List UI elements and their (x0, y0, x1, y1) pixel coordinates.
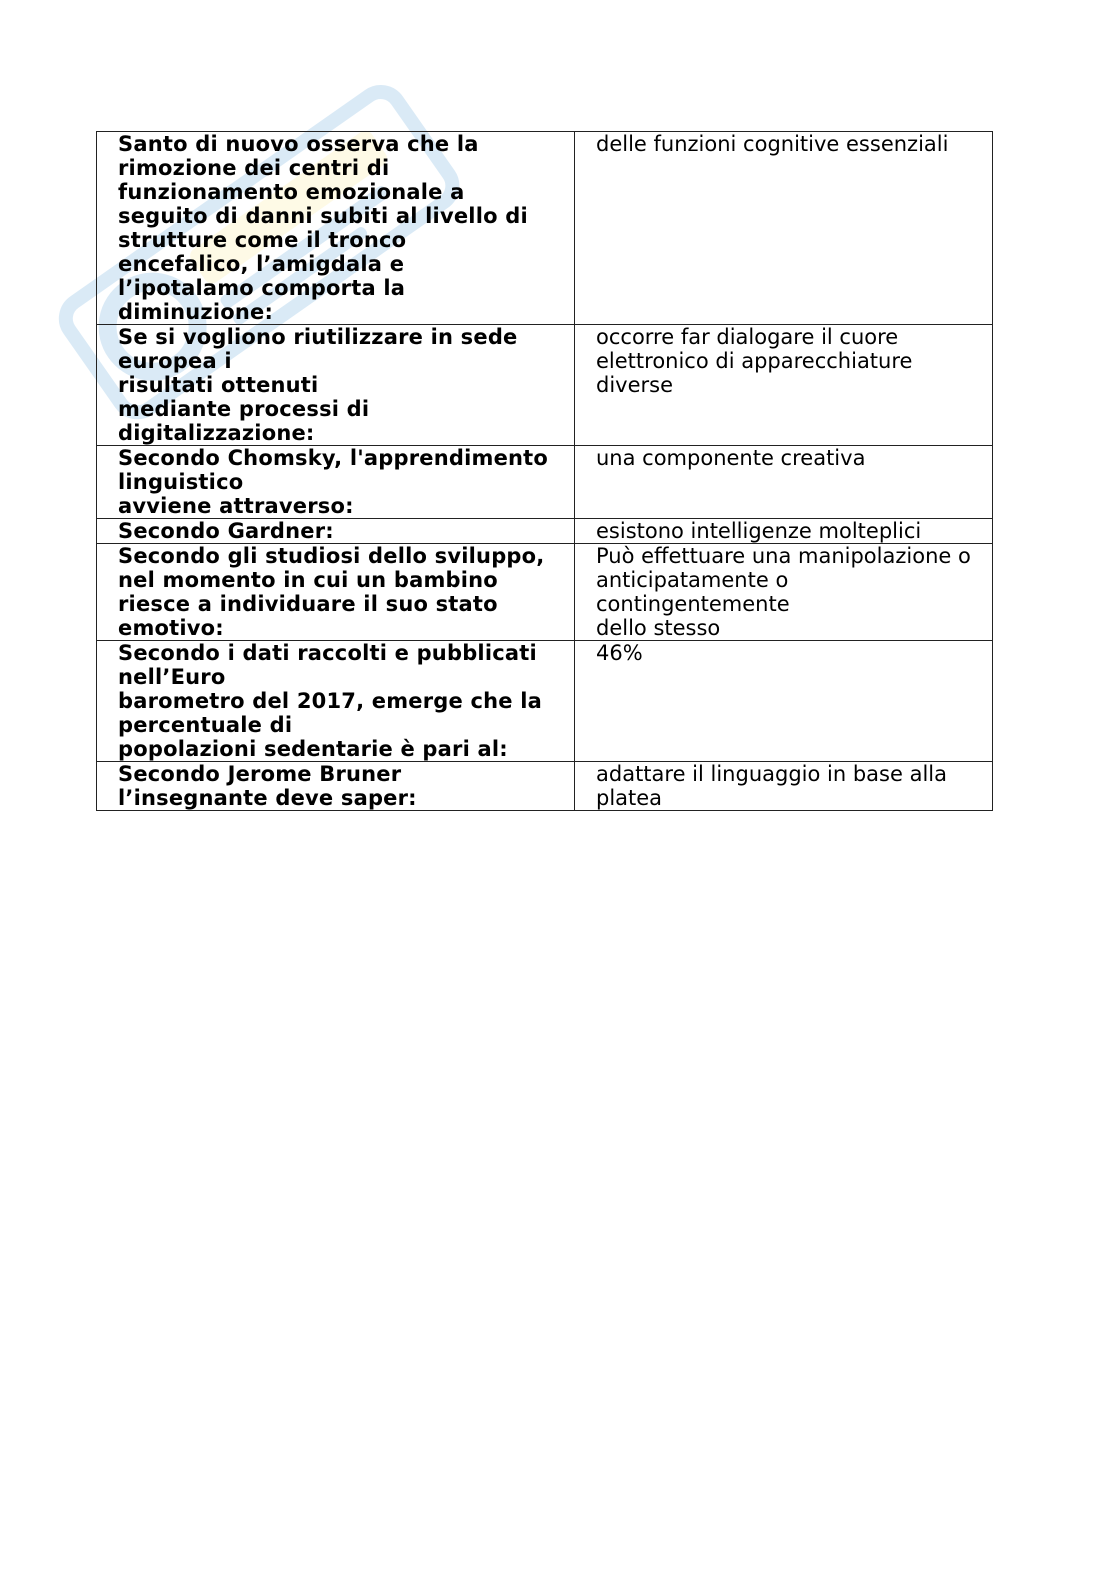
table-row (97, 132, 993, 325)
answer-cell: 46% (575, 641, 993, 762)
question-cell: Secondo Chomsky, l'apprendimento linguistico avviene attraverso: (97, 446, 575, 519)
answer-cell: adattare il linguaggio in base alla platea (575, 762, 993, 811)
table-row (97, 544, 993, 641)
answer-cell: esistono intelligenze molteplici (575, 519, 993, 544)
table-row (97, 446, 993, 519)
question-cell: Secondo Gardner: (97, 519, 575, 544)
question-cell: Secondo Jerome Bruner l’insegnante deve saper: (97, 762, 575, 811)
table-row (97, 519, 993, 544)
answer-cell: occorre far dialogare il cuore elettronico di apparecchiature diverse (575, 325, 993, 446)
answer-cell: delle funzioni cognitive essenziali (575, 132, 993, 325)
answer-cell: una componente creativa (575, 446, 993, 519)
answer-cell: Può effettuare una manipolazione o anticipatamente o contingentemente dello stesso (575, 544, 993, 641)
table-row (97, 325, 993, 446)
question-cell: Secondo i dati raccolti e pubblicati nell’Euro barometro del 2017, emerge che la percentuale di popolazioni sedentarie è pari al: (97, 641, 575, 762)
question-cell: Se si vogliono riutilizzare in sede europea i risultati ottenuti mediante processi di digitalizzazione: (97, 325, 575, 446)
qa-table (96, 131, 993, 811)
question-cell: Santo di nuovo osserva che la rimozione dei centri di funzionamento emozionale a seguito di danni subiti al livello di strutture come il tronco encefalico, l’amigdala e l’ipotalamo comporta la diminuzione: (97, 132, 575, 325)
table-row (97, 762, 993, 811)
question-cell: Secondo gli studiosi dello sviluppo, nel momento in cui un bambino riesce a individuare il suo stato emotivo: (97, 544, 575, 641)
table-row (97, 641, 993, 762)
